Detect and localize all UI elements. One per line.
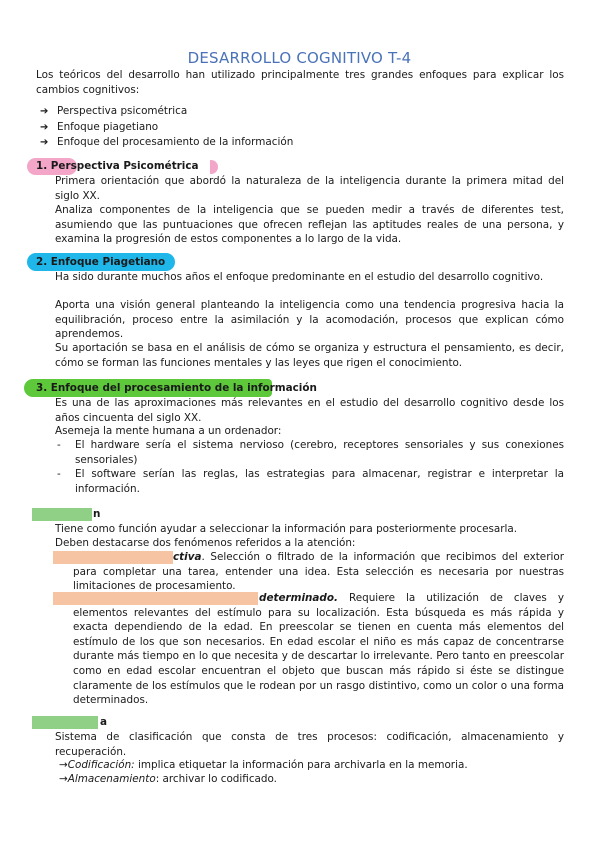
attention-item-selective: ctiva. Selección o filtrado de la información que recibimos del exterior para completar una tarea, entender una idea. Esta selección es necesaria por nuestras limitaciones de procesamiento. bbox=[73, 551, 564, 593]
memory-item-codification: →Codificación: implica etiquetar la información para archivarla en la memoria. bbox=[59, 759, 468, 771]
section-heading-piagetian: 2. Enfoque Piagetiano bbox=[36, 256, 166, 268]
pink-highlight-end bbox=[210, 160, 218, 174]
approach-item: ➔ Enfoque del procesamiento de la información bbox=[40, 135, 293, 151]
section2-paragraph-2: Aporta una visión general planteando la inteligencia como una tendencia progresiva hacia la equilibración, proceso entre la asimilación y la acomodación, procesos que explican cómo aprendemos. bbox=[55, 299, 564, 341]
list-item: - El hardware sería el sistema nervioso (cerebro, receptores sensoriales y sus conexiones sensoriales) bbox=[57, 439, 564, 466]
attention-paragraph-1: Tiene como función ayudar a seleccionar la información para posteriormente procesarla. bbox=[55, 523, 518, 535]
list-item: - El software serían las reglas, las estrategias para almacenar, registrar e interpretar la información. bbox=[57, 468, 564, 495]
arrow-icon: ➔ bbox=[40, 121, 49, 133]
section-heading-psychometric: 1. Perspectiva Psicométrica bbox=[36, 160, 199, 172]
arrow-icon: → bbox=[59, 759, 68, 771]
attention-heading: n bbox=[93, 508, 101, 520]
section1-paragraph-2: Analiza componentes de la inteligencia que se pueden medir a través de diferentes test, asumiendo que las puntuaciones que ofrecen reflejan las aptitudes reales de una persona, y examina la progresión de estos componentes a lo largo de la vida. bbox=[55, 204, 564, 246]
green-highlight-memory bbox=[32, 716, 98, 729]
section3-paragraph-2: Asemeja la mente humana a un ordenador: bbox=[55, 425, 282, 437]
section2-paragraph-1: Ha sido durante muchos años el enfoque predominante en el estudio del desarrollo cognitivo. bbox=[55, 271, 544, 283]
approach-item: ➔ Perspectiva psicométrica bbox=[40, 104, 293, 120]
memory-item-storage: →Almacenamiento: archivar lo codificado. bbox=[59, 773, 277, 785]
attention-paragraph-2: Deben destacarse dos fenómenos referidos a la atención: bbox=[55, 537, 356, 549]
section2-paragraph-3: Su aportación se basa en el análisis de cómo se organiza y estructura el pensamiento, es decir, cómo se forman las funciones mentales y las leyes que rigen el conocimiento. bbox=[55, 342, 564, 369]
approaches-list bbox=[40, 104, 293, 151]
green-highlight-attention bbox=[32, 508, 92, 521]
section-heading-information-processing: 3. Enfoque del procesamiento de la información bbox=[36, 382, 317, 394]
intro-paragraph: Los teóricos del desarrollo han utilizado principalmente tres grandes enfoques para explicar los cambios cognitivos: bbox=[36, 69, 564, 96]
arrow-icon: → bbox=[59, 773, 68, 785]
attention-item-search: determinado. Requiere la utilización de claves y elementos relevantes del estímulo para su localización. Esta búsqueda es más rápida y exacta dependiendo de la edad. En preescolar se tienen en cuenta más elementos del estímulo de los que son necesarios. En edad escolar el niño es más capaz de concentrarse durante más tiempo en lo que necesita y de descartar lo irrelevante. Pero tanto en preescolar como en edad escolar encuentran el objeto que buscan más rápido si éste se distingue claramente de los estímulos que le rodean por un rasgo distintivo, como un color o una forma determinados. bbox=[73, 592, 564, 707]
arrow-icon: ➔ bbox=[40, 137, 49, 149]
section1-paragraph-1: Primera orientación que abordó la naturaleza de la inteligencia durante la primera mitad del siglo XX. bbox=[55, 175, 564, 202]
document-title: DESARROLLO COGNITIVO T-4 bbox=[187, 49, 412, 67]
arrow-icon: ➔ bbox=[40, 106, 49, 117]
approach-item: ➔ Enfoque piagetiano bbox=[40, 120, 293, 136]
memory-heading: a bbox=[100, 716, 108, 728]
section3-paragraph-1: Es una de las aproximaciones más relevantes en el estudio del desarrollo cognitivo desde los años cincuenta del siglo XX. bbox=[55, 397, 564, 424]
memory-paragraph-1: Sistema de clasificación que consta de tres procesos: codificación, almacenamiento y recuperación. bbox=[55, 731, 564, 758]
